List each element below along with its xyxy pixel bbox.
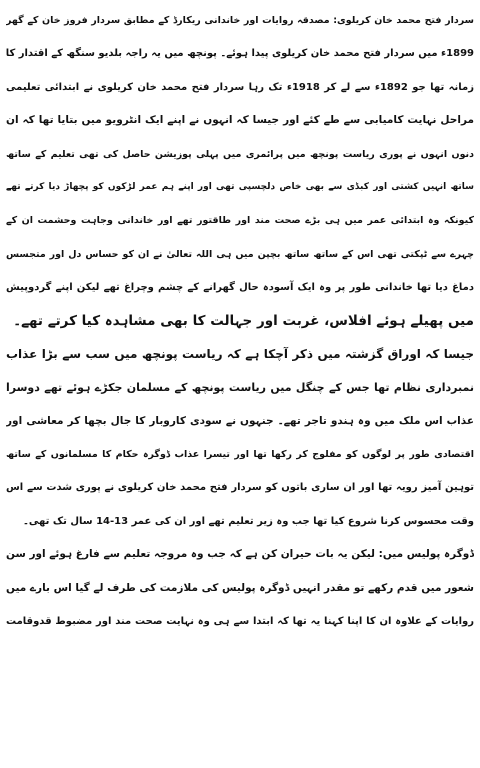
biography-paragraph — [6, 4, 474, 338]
text-line: زمانہ تھا جو 1892ء سے لے کر 1918ء تک رہا سردار فتح محمد خان کریلوی نے ابتدائی تعلیمی — [6, 81, 474, 93]
text-line: چہرے سے ٹپکتی تھی اس کے ساتھ ساتھ بچپن میں ہی اللہ تعالیٰ نے ان کو حساس دل اور متجسس — [6, 248, 474, 260]
oppression-paragraph — [6, 338, 474, 538]
text-line: توہین آمیز رویہ تھا اور ان ساری باتوں کو سردار فتح محمد خان کریلوی نے پوری شدت سے اس — [6, 482, 474, 494]
text-line: روایات کے علاوہ ان کا اپنا کہنا یہ تھا کہ ابتدا سے ہی وہ نہایت صحت مند اور مضبوط قدوقامت — [6, 616, 474, 628]
text-line: دماغ دیا تھا خاندانی طور پر وہ ایک آسودہ حال گھرانے کے چشم وچراغ تھے لیکن اپنے گردوپیش — [6, 282, 474, 294]
dogra-police-paragraph — [6, 538, 474, 638]
text-line: مراحل نہایت کامیابی سے طے کئے اور جیسا کہ انہوں نے اپنے ایک انٹرویو میں بتایا تھا کہ ان — [6, 114, 474, 127]
text-line: کیونکہ وہ ابتدائی عمر میں ہی بڑے صحت مند اور طاقتور تھے اور خاندانی وجاہت وحشمت ان کے — [6, 215, 474, 227]
text-line: ڈوگرہ پولیس میں: لیکن یہ بات حیران کن ہے کہ جب وہ مروجہ تعلیم سے فارغ ہوئے اور سن — [6, 548, 474, 561]
text-line: وقت محسوس کرنا شروع کیا تھا جب وہ زیر تعلیم تھے اور ان کی عمر 13-14 سال تک تھی۔ — [23, 515, 474, 527]
text-line: جیسا کہ اوراق گزشتہ میں ذکر آچکا ہے کہ ریاست پونچھ میں سب سے بڑا عذاب — [6, 346, 474, 361]
text-line: شعور میں قدم رکھے تو مقدر انہیں ڈوگرہ پولیس کی ملازمت کی طرف لے گیا اس بارے میں — [6, 581, 474, 594]
text-line: دنوں انہوں نے پوری ریاست پونچھ میں پرائمری میں پہلی پوزیشن حاصل کی تھی تعلیم کے ساتھ — [6, 148, 474, 160]
text-line: نمبرداری نظام تھا جس کے چنگل میں ریاست پونچھ کے مسلمان جکڑے ہوئے تھے دوسرا — [6, 381, 474, 395]
text-line: ساتھ انہیں کشتی اور کبڈی سے بھی خاص دلچسپی تھی اور اپنے ہم عمر لڑکوں کو پچھاڑ دیا کرتے تھے — [6, 181, 474, 192]
text-line: عذاب اس ملک میں وہ ہندو تاجر تھے۔ جنہوں نے سودی کاروبار کا جال بچھا کر معاشی اور — [6, 414, 474, 427]
text-line: 1899ء میں سردار فتح محمد خان کریلوی پیدا ہوئے۔ پونچھ میں یہ راجہ بلدیو سنگھ کے اقتدار کا — [6, 48, 474, 60]
text-line: سردار فتح محمد خان کریلوی: مصدقہ روایات اور خاندانی ریکارڈ کے مطابق سردار فروز خان کے گھر — [6, 15, 474, 26]
text-line: میں پھیلے ہوئے افلاس، غربت اور جہالت کا بھی مشاہدہ کیا کرتے تھے۔ — [13, 312, 474, 329]
text-line: اقتصادی طور پر لوگوں کو مفلوج کر رکھا تھا اور تیسرا عذاب ڈوگرہ حکام کا مسلمانوں کے ساتھ — [6, 449, 474, 461]
